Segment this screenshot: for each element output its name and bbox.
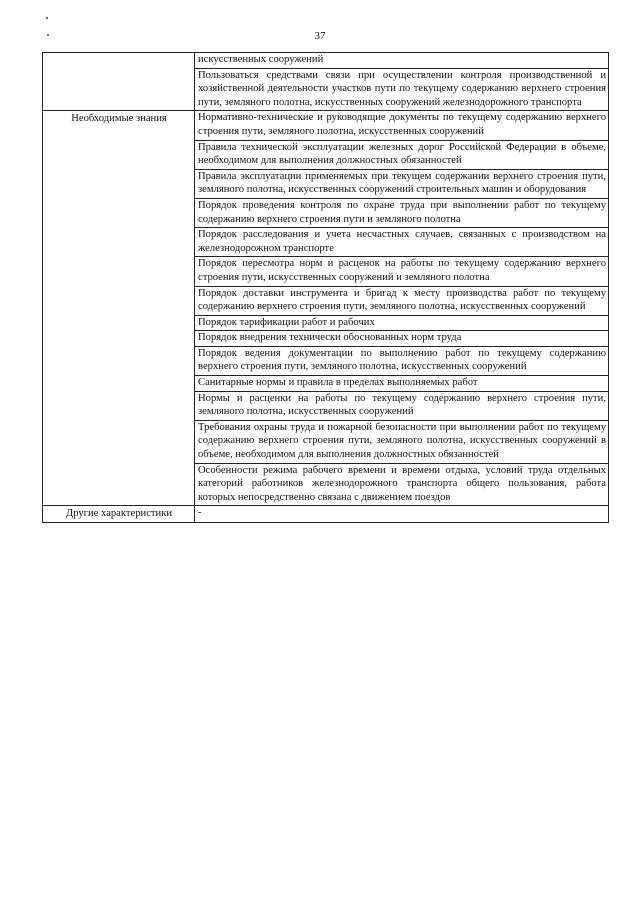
requirement-cell: Правила эксплуатации применяемых при текущем содержании верхнего строения пути, земляного полотна, искусственных сооружений строительных машин и оборудования <box>195 169 609 198</box>
requirement-cell: Порядок ведения документации по выполнению работ по текущему содержанию верхнего строения пути, земляного полотна, искусственных сооружений <box>195 346 609 375</box>
requirement-cell: Нормы и расценки на работы по текущему содержанию верхнего строения пути, земляного полотна, искусственных сооружений <box>195 391 609 420</box>
table-row <box>43 111 609 140</box>
requirement-cell: Порядок расследования и учета несчастных случаев, связанных с производством на железнодорожном транспорте <box>195 228 609 257</box>
requirement-cell: Требования охраны труда и пожарной безопасности при выполнении работ по текущему содержанию верхнего строения пути, земляного полотна, искусственных сооружений в объеме, необходимом для выполнения должностных обязанностей <box>195 420 609 463</box>
requirement-cell: Правила технической эксплуатации железных дорог Российской Федерации в объеме, необходимом для выполнения должностных обязанностей <box>195 140 609 169</box>
page-number: 37 <box>314 30 326 42</box>
requirement-cell: Порядок пересмотра норм и расценок на работы по текущему содержанию верхнего строения пути, искусственных сооружений и земляного полотна <box>195 257 609 286</box>
requirement-cell: Пользоваться средствами связи при осуществлении контроля производственной и хозяйственной деятельности участков пути по текущему содержанию верхнего строения пути, земляного полотна, искусственных сооружений железнодорожного транспорта <box>195 68 609 111</box>
requirement-cell: Особенности режима рабочего времени и времени отдыха, условий труда отдельных категорий работников железнодорожного транспорта общего пользования, работа которых непосредственно связана с движением поездов <box>195 463 609 506</box>
requirement-cell: Порядок внедрения технически обоснованных норм труда <box>195 331 609 347</box>
scan-mark-top <box>46 17 48 19</box>
requirements-table <box>42 52 609 523</box>
row-label: Другие характеристики <box>43 506 195 523</box>
row-label: Необходимые знания <box>43 111 195 506</box>
requirement-cell: Порядок тарификации работ и рабочих <box>195 315 609 331</box>
requirement-cell: Порядок проведения контроля по охране труда при выполнении работ по текущему содержанию верхнего строения пути и земляного полотна <box>195 198 609 227</box>
table-row <box>43 506 609 523</box>
row-label <box>43 53 195 111</box>
requirement-cell: искусственных сооружений <box>195 53 609 69</box>
requirement-cell: - <box>195 506 609 523</box>
requirement-cell: Санитарные нормы и правила в пределах выполняемых работ <box>195 376 609 392</box>
table-row <box>43 53 609 69</box>
requirement-cell: Нормативно-технические и руководящие документы по текущему содержанию верхнего строения пути, земляного полотна, искусственных сооружений <box>195 111 609 140</box>
requirement-cell: Порядок доставки инструмента и бригад к месту производства работ по текущему содержанию верхнего строения пути, земляного полотна, искусственных сооружений <box>195 286 609 315</box>
